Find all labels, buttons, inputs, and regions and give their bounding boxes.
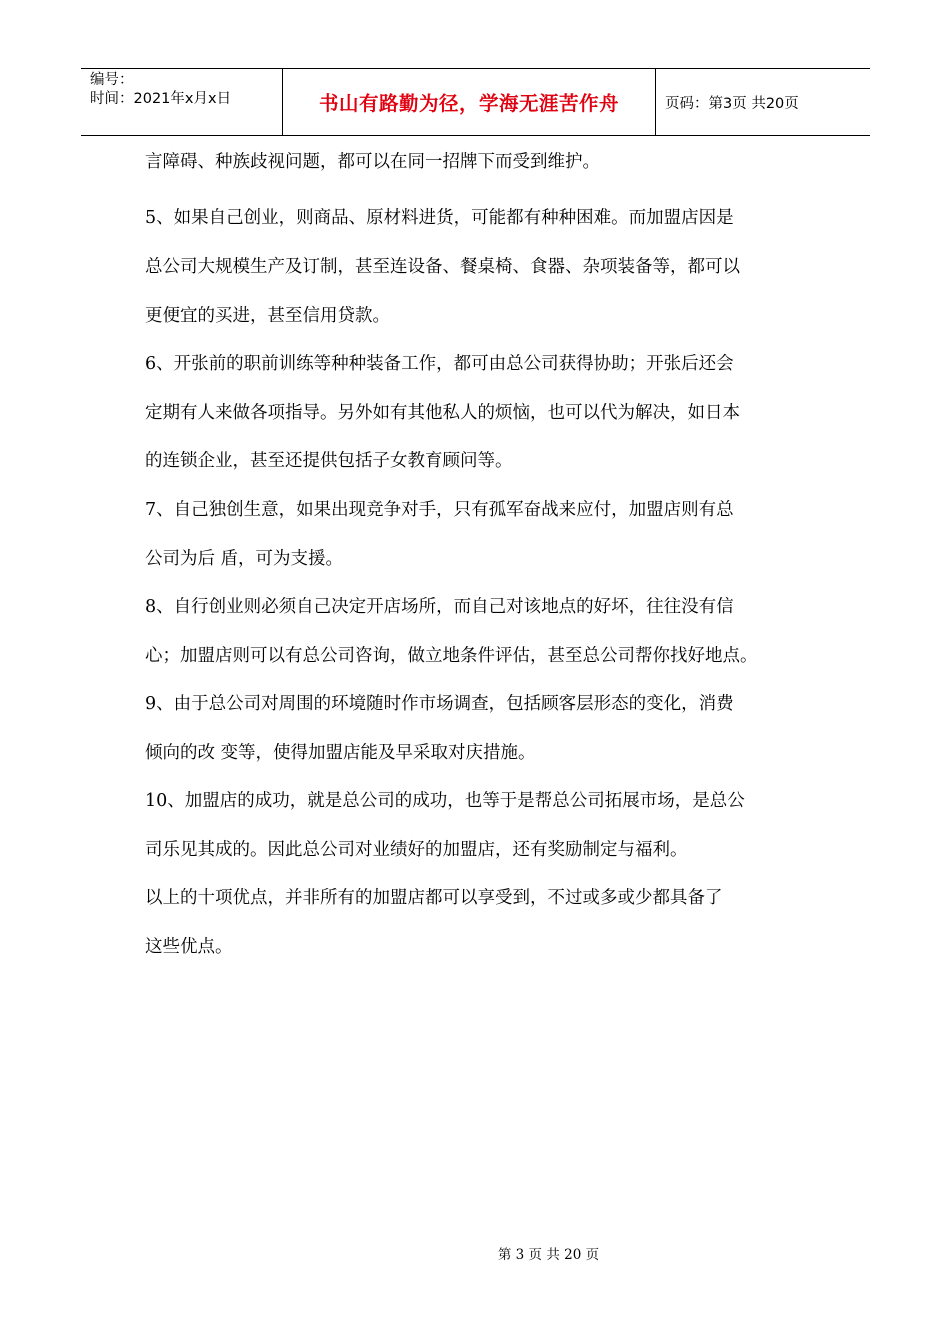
text-line: 8、自行创业则必须自己决定开店场所，而自己对该地点的好坏，往往没有信: [145, 597, 734, 617]
text-line: 的连锁企业，甚至还提供包括子女教育顾问等。: [145, 451, 513, 471]
text-line: 9、由于总公司对周围的环境随时作市场调查，包括顾客层形态的变化，消费: [145, 694, 734, 714]
text-line: 6、开张前的职前训练等种种装备工作，都可由总公司获得协助；开张后还会: [145, 354, 734, 374]
header-page-info: 页码：第3页 共20页: [665, 95, 799, 112]
text-line: 7、自己独创生意，如果出现竞争对手，只有孤军奋战来应付，加盟店则有总: [145, 500, 734, 520]
page-header: [81, 68, 870, 136]
footer-page-number: 第 3 页 共 20 页: [497, 1247, 600, 1263]
text-line: 心；加盟店则可以有总公司咨询，做立地条件评估，甚至总公司帮你找好地点。: [145, 646, 758, 666]
header-motto: 书山有路勤为径，学海无涯苦作舟: [318, 92, 619, 115]
text-line: 更便宜的买进，甚至信用贷款。: [145, 306, 390, 326]
header-meta: [81, 69, 282, 135]
header-motto-cell: [282, 69, 656, 135]
text-line: 5、如果自己创业，则商品、原材料进货，可能都有种种困难。而加盟店因是: [145, 208, 734, 228]
text-line: 司乐见其成的。因此总公司对业绩好的加盟店，还有奖励制定与福利。: [145, 840, 688, 860]
text-line: 倾向的改 变等，使得加盟店能及早采取对庆措施。: [145, 743, 536, 763]
text-line: 定期有人来做各项指导。另外如有其他私人的烦恼，也可以代为解决，如日本: [145, 403, 740, 423]
text-line: 公司为后 盾，可为支援。: [145, 549, 344, 569]
date-label: 时间：2021年x月x日: [90, 91, 232, 107]
text-line: 10、加盟店的成功，就是总公司的成功，也等于是帮总公司拓展市场，是总公: [145, 791, 745, 811]
text-line: 以上的十项优点，并非所有的加盟店都可以享受到，不过或多或少都具备了: [145, 888, 723, 908]
text-line: 言障碍、种族歧视问题，都可以在同一招牌下而受到维护。: [145, 152, 600, 172]
text-line: 总公司大规模生产及订制，甚至连设备、餐桌椅、食器、杂项装备等，都可以: [145, 257, 740, 277]
text-line: 这些优点。: [145, 937, 233, 957]
page-footer: [0, 1243, 950, 1263]
serial-number-label: 编号：: [90, 72, 134, 88]
